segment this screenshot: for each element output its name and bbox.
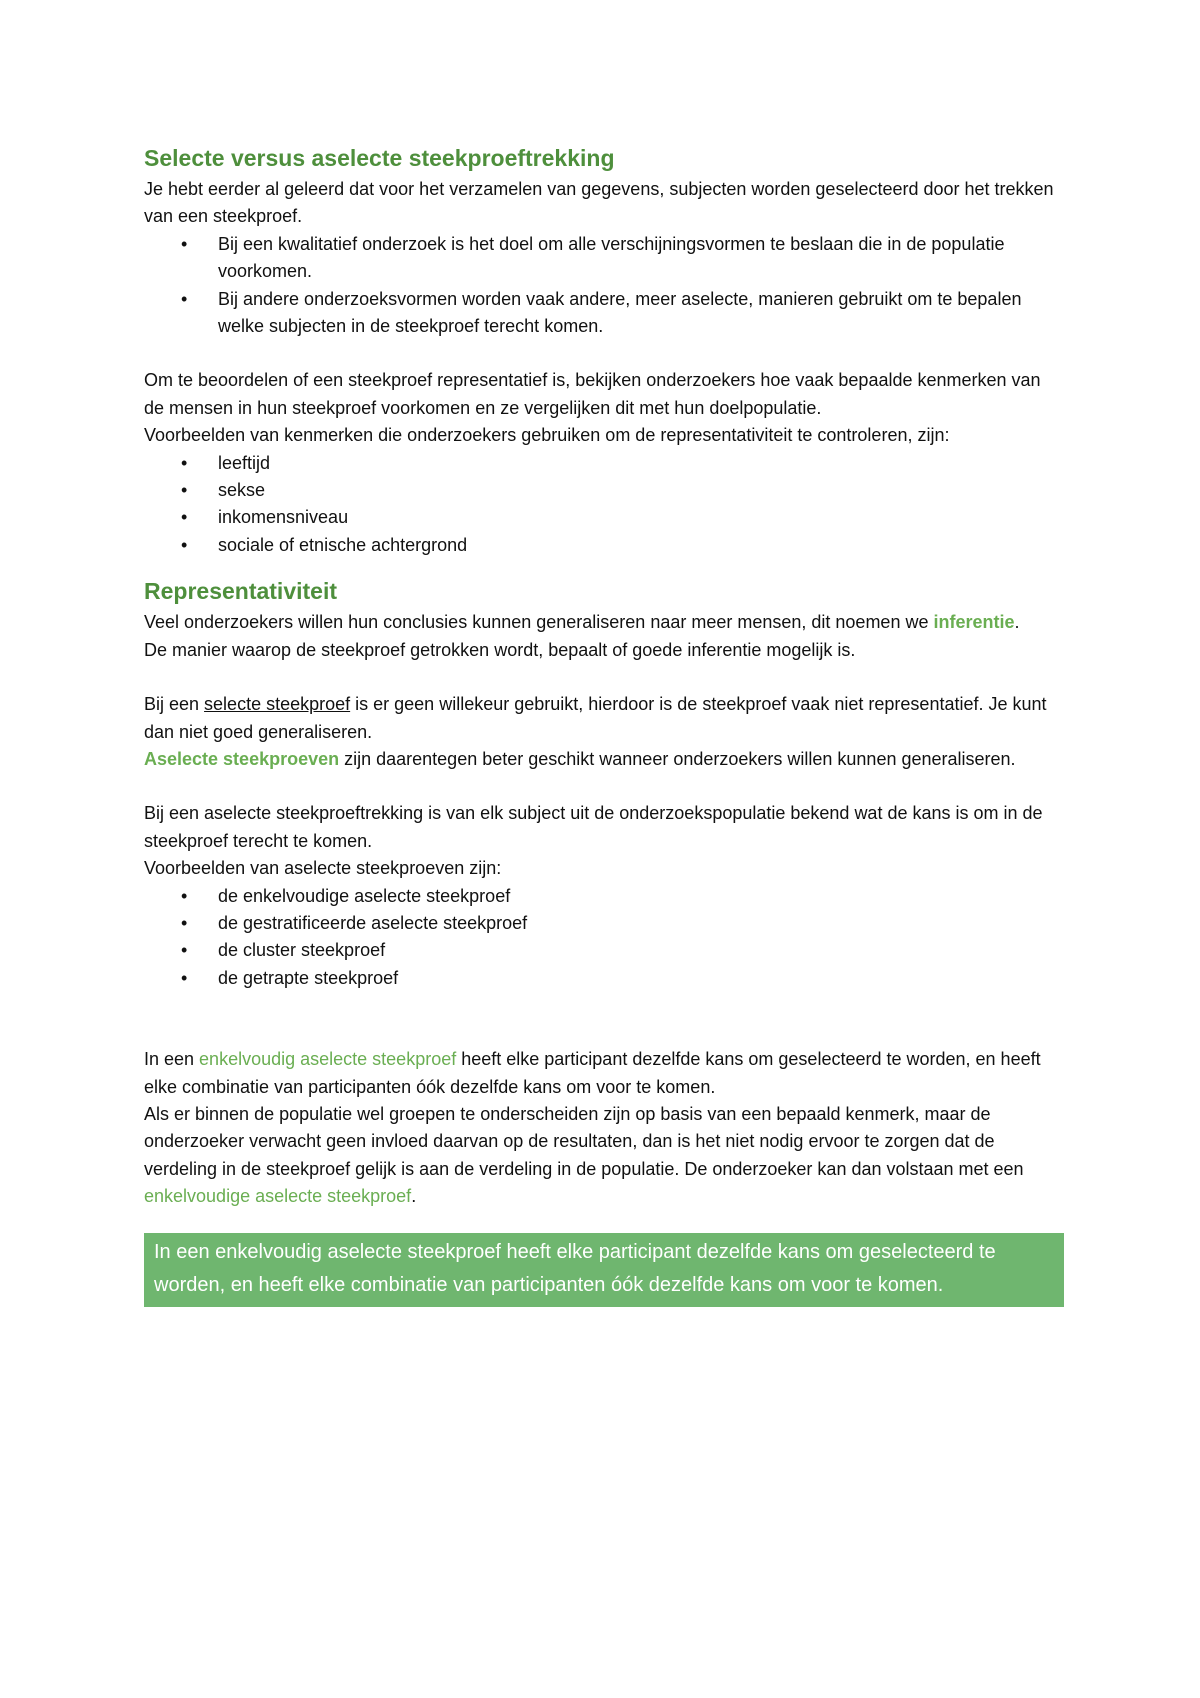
list-item-text: Bij een kwalitatief onderzoek is het doel om alle verschijningsvormen te beslaan die in de populatie voorkomen. — [218, 233, 1005, 282]
selecte-steekproef-paragraph — [144, 691, 1064, 746]
list-item-text: de gestratificeerde aselecte steekproef — [218, 912, 528, 933]
list-item — [144, 504, 1064, 531]
manier-paragraph: De manier waarop de steekproef getrokken wordt, bepaalt of goede inferentie mogelijk is. — [144, 639, 856, 660]
representativiteit-paragraph: Om te beoordelen of een steekproef representatief is, bekijken onderzoekers hoe vaak bepaalde kenmerken van de mensen in hun steekproef voorkomen en ze vergelijken dit met hun doelpopulatie. — [144, 370, 1041, 418]
aselecte-steekproeven-paragraph — [144, 746, 1064, 773]
text-run: zijn daarentegen beter geschikt wanneer onderzoekers willen kunnen generaliseren. — [339, 748, 1016, 769]
text-run: Bij een — [144, 694, 205, 715]
list-item — [144, 477, 1064, 504]
kenmerken-intro: Voorbeelden van kenmerken die onderzoekers gebruiken om de representativiteit te controleren, zijn: — [144, 425, 950, 446]
enkelvoudig-paragraph — [144, 1046, 1064, 1101]
intro-paragraph: Je hebt eerder al geleerd dat voor het verzamelen van gegevens, subjecten worden geselecteerd door het trekken van een steekproef. — [144, 179, 1054, 227]
document-page — [144, 140, 1064, 1307]
list-item — [144, 910, 1064, 937]
spacer — [144, 340, 1064, 367]
spacer — [144, 992, 1064, 1046]
list-item — [144, 532, 1064, 559]
text-run: Veel onderzoekers willen hun conclusies kunnen generaliseren naar meer mensen, dit noemen we — [144, 612, 934, 633]
list-item-text: Bij andere onderzoeksvormen worden vaak andere, meer aselecte, manieren gebruikt om te bepalen welke subjecten in de steekproef terecht komen. — [218, 288, 1022, 337]
bullet-icon: • — [181, 912, 188, 933]
list-item-text: de enkelvoudige aselecte steekproef — [218, 885, 511, 906]
voorbeelden-bullet-list — [144, 883, 1064, 993]
list-item — [144, 937, 1064, 964]
spacer — [144, 664, 1064, 691]
bullet-icon: • — [181, 507, 188, 528]
voorbeelden-intro: Voorbeelden van aselecte steekproeven zijn: — [144, 858, 502, 879]
term-aselecte-steekproeven: Aselecte steekproeven — [144, 748, 340, 769]
list-item-text: leeftijd — [218, 452, 271, 473]
list-item-text: inkomensniveau — [218, 507, 349, 528]
bullet-icon: • — [181, 967, 188, 988]
kenmerken-bullet-list — [144, 450, 1064, 560]
text-run: Als er binnen de populatie wel groepen te onderscheiden zijn op basis van een bepaald kenmerk, maar de onderzoeker verwacht geen invloed daarvan op de resultaten, dan is het niet nodig ervoor te zorgen dat de verdeling in de steekproef gelijk is aan de verdeling in de populatie. De onderzoeker kan dan volstaan met een — [144, 1103, 1024, 1179]
bullet-icon: • — [181, 534, 188, 555]
section-heading-representativiteit: Representativiteit — [144, 578, 338, 605]
list-item — [144, 883, 1064, 910]
bullet-icon: • — [181, 288, 188, 309]
list-item-text: sekse — [218, 480, 266, 501]
bullet-icon: • — [181, 480, 188, 501]
list-item — [144, 450, 1064, 477]
kans-paragraph: Bij een aselecte steekproeftrekking is van elk subject uit de onderzoekspopulatie bekend wat de kans is om in de steekproef terecht te komen. — [144, 803, 1043, 851]
list-item-text: de cluster steekproef — [218, 940, 386, 961]
term-selecte-steekproef: selecte steekproef — [204, 694, 351, 715]
term-enkelvoudige-aselecte-steekproef: enkelvoudige aselecte steekproef — [144, 1186, 412, 1207]
term-inferentie: inferentie — [933, 612, 1015, 633]
list-item — [144, 965, 1064, 992]
bullet-icon: • — [181, 452, 188, 473]
section-heading-selecte-aselecte: Selecte versus aselecte steekproeftrekking — [144, 145, 615, 171]
text-run: . — [1014, 612, 1020, 633]
text-run: . — [411, 1186, 417, 1207]
list-item-text: de getrapte steekproef — [218, 967, 399, 988]
text-run: is er geen willekeur gebruikt, hierdoor is de steekproef vaak niet representatief. Je kunt dan niet goed generaliseren. — [144, 694, 1047, 742]
populatie-groepen-paragraph — [144, 1101, 1064, 1211]
bullet-icon: • — [181, 233, 188, 254]
onderzoek-bullet-list — [144, 231, 1064, 341]
bullet-icon: • — [181, 885, 188, 906]
list-item — [144, 286, 1064, 341]
definition-callout: In een enkelvoudig aselecte steekproef heeft elke participant dezelfde kans om geselecteerd te worden, en heeft elke combinatie van participanten óók dezelfde kans om voor te komen. — [144, 1233, 1064, 1307]
list-item — [144, 231, 1064, 286]
text-run: heeft elke participant dezelfde kans om geselecteerd te worden, en heeft elke combinatie van participanten óók dezelfde kans om voor te komen. — [144, 1049, 1041, 1097]
term-enkelvoudig-aselecte-steekproef: enkelvoudig aselecte steekproef — [199, 1049, 457, 1070]
spacer — [144, 773, 1064, 800]
list-item-text: sociale of etnische achtergrond — [218, 534, 468, 555]
bullet-icon: • — [181, 940, 188, 961]
inferentie-paragraph — [144, 609, 1064, 636]
spacer — [144, 559, 1064, 573]
text-run: In een — [144, 1049, 200, 1070]
